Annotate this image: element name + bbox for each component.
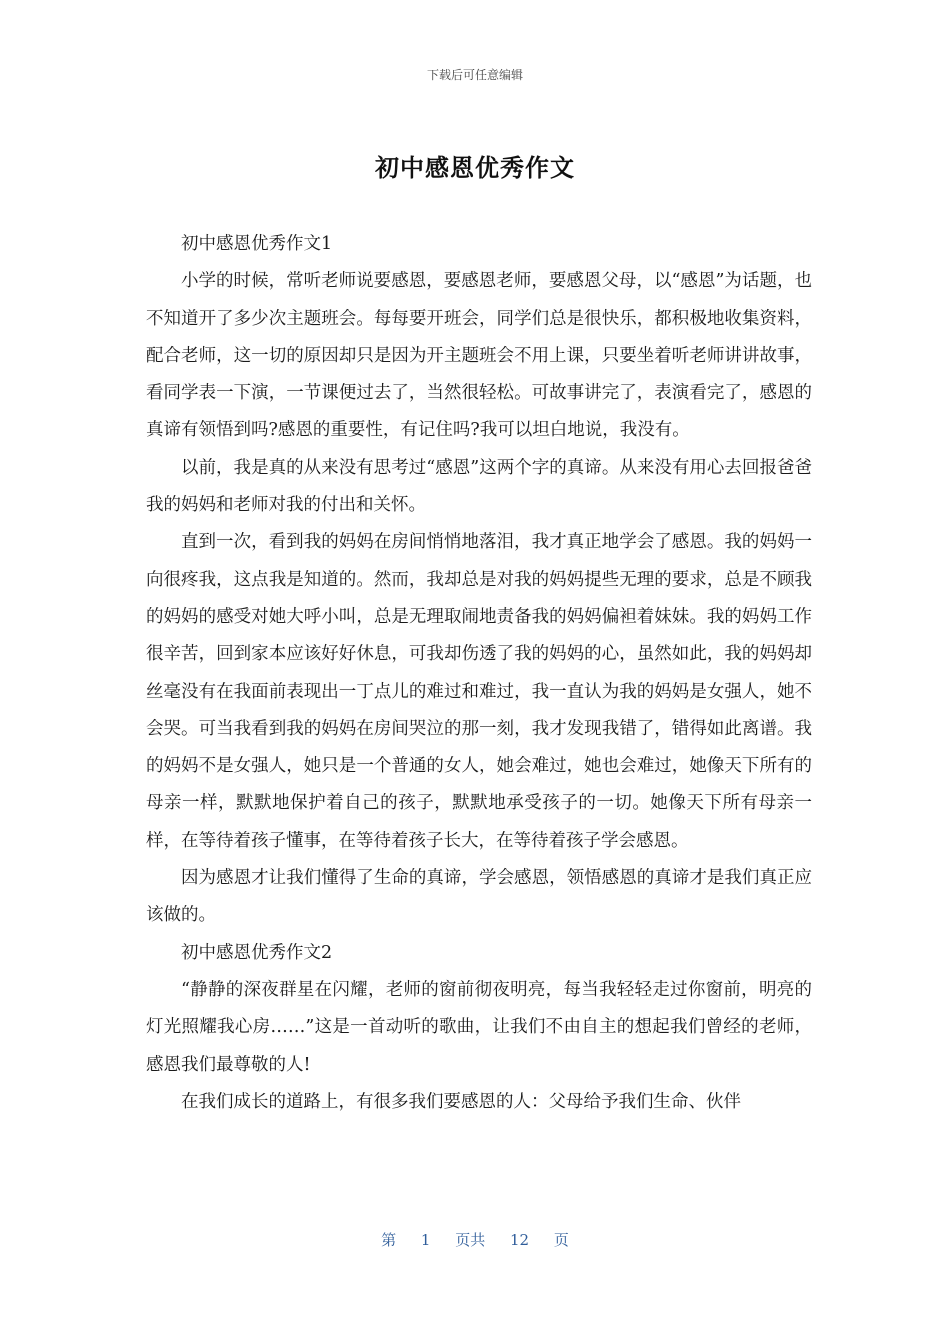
footer-mid: 页共 [455,1231,486,1249]
footer-page-number: 1 [420,1231,431,1249]
document-body [146,226,812,1121]
footer-suffix: 页 [553,1231,569,1249]
paragraph: 因为感恩才让我们懂得了生命的真谛，学会感恩，领悟感恩的真谛才是我们真正应该做的。 [146,868,812,926]
footer-total-pages: 12 [510,1231,530,1249]
paragraph: 小学的时候，常听老师说要感恩，要感恩老师，要感恩父母，以“感恩”为话题，也不知道开了多少次主题班会。每每要开班会，同学们总是很快乐，都积极地收集资料，配合老师，这一切的原因却只是因为开主题班会不用上课，只要坐着听老师讲讲故事，看同学表一下演，一节课便过去了，当然很轻松。可故事讲完了，表演看完了，感恩的真谛有领悟到吗?感恩的重要性，有记住吗?我可以坦白地说，我没有。 [146,271,812,441]
paragraph: “静静的深夜群星在闪耀，老师的窗前彻夜明亮，每当我轻轻走过你窗前，明亮的灯光照耀我心房……”这是一首动听的歌曲，让我们不由自主的想起我们曾经的老师，感恩我们最尊敬的人! [146,979,812,1075]
paragraph: 以前，我是真的从来没有思考过“感恩”这两个字的真谛。从来没有用心去回报爸爸我的妈妈和老师对我的付出和关怀。 [146,457,812,516]
paragraph: 直到一次，看到我的妈妈在房间悄悄地落泪，我才真正地学会了感恩。我的妈妈一向很疼我，这点我是知道的。然而，我却总是对我的妈妈提些无理的要求，总是不顾我的妈妈的感受对她大呼小叫，总是无理取闹地责备我的妈妈偏袒着妹妹。我的妈妈工作很辛苦，回到家本应该好好休息，可我却伤透了我的妈妈的心，虽然如此，我的妈妈却丝毫没有在我面前表现出一丁点儿的难过和难过，我一直认为我的妈妈是女强人，她不会哭。可当我看到我的妈妈在房间哭泣的那一刻，我才发现我错了，错得如此离谱。我的妈妈不是女强人，她只是一个普通的女人，她会难过，她也会难过，她像天下所有的母亲一样，默默地保护着自己的孩子，默默地承受孩子的一切。她像天下所有母亲一样，在等待着孩子懂事，在等待着孩子长大，在等待着孩子学会感恩。 [146,532,812,851]
page-footer [0,1229,950,1250]
paragraph: 在我们成长的道路上，有很多我们要感恩的人：父母给予我们生命、伙伴 [181,1091,741,1112]
footer-prefix: 第 [381,1231,397,1249]
section-heading-1: 初中感恩优秀作文1 [181,234,333,254]
header-note: 下载后可任意编辑 [426,68,523,82]
document-title: 初中感恩优秀作文 [375,154,575,182]
section-heading-2: 初中感恩优秀作文2 [181,942,333,963]
